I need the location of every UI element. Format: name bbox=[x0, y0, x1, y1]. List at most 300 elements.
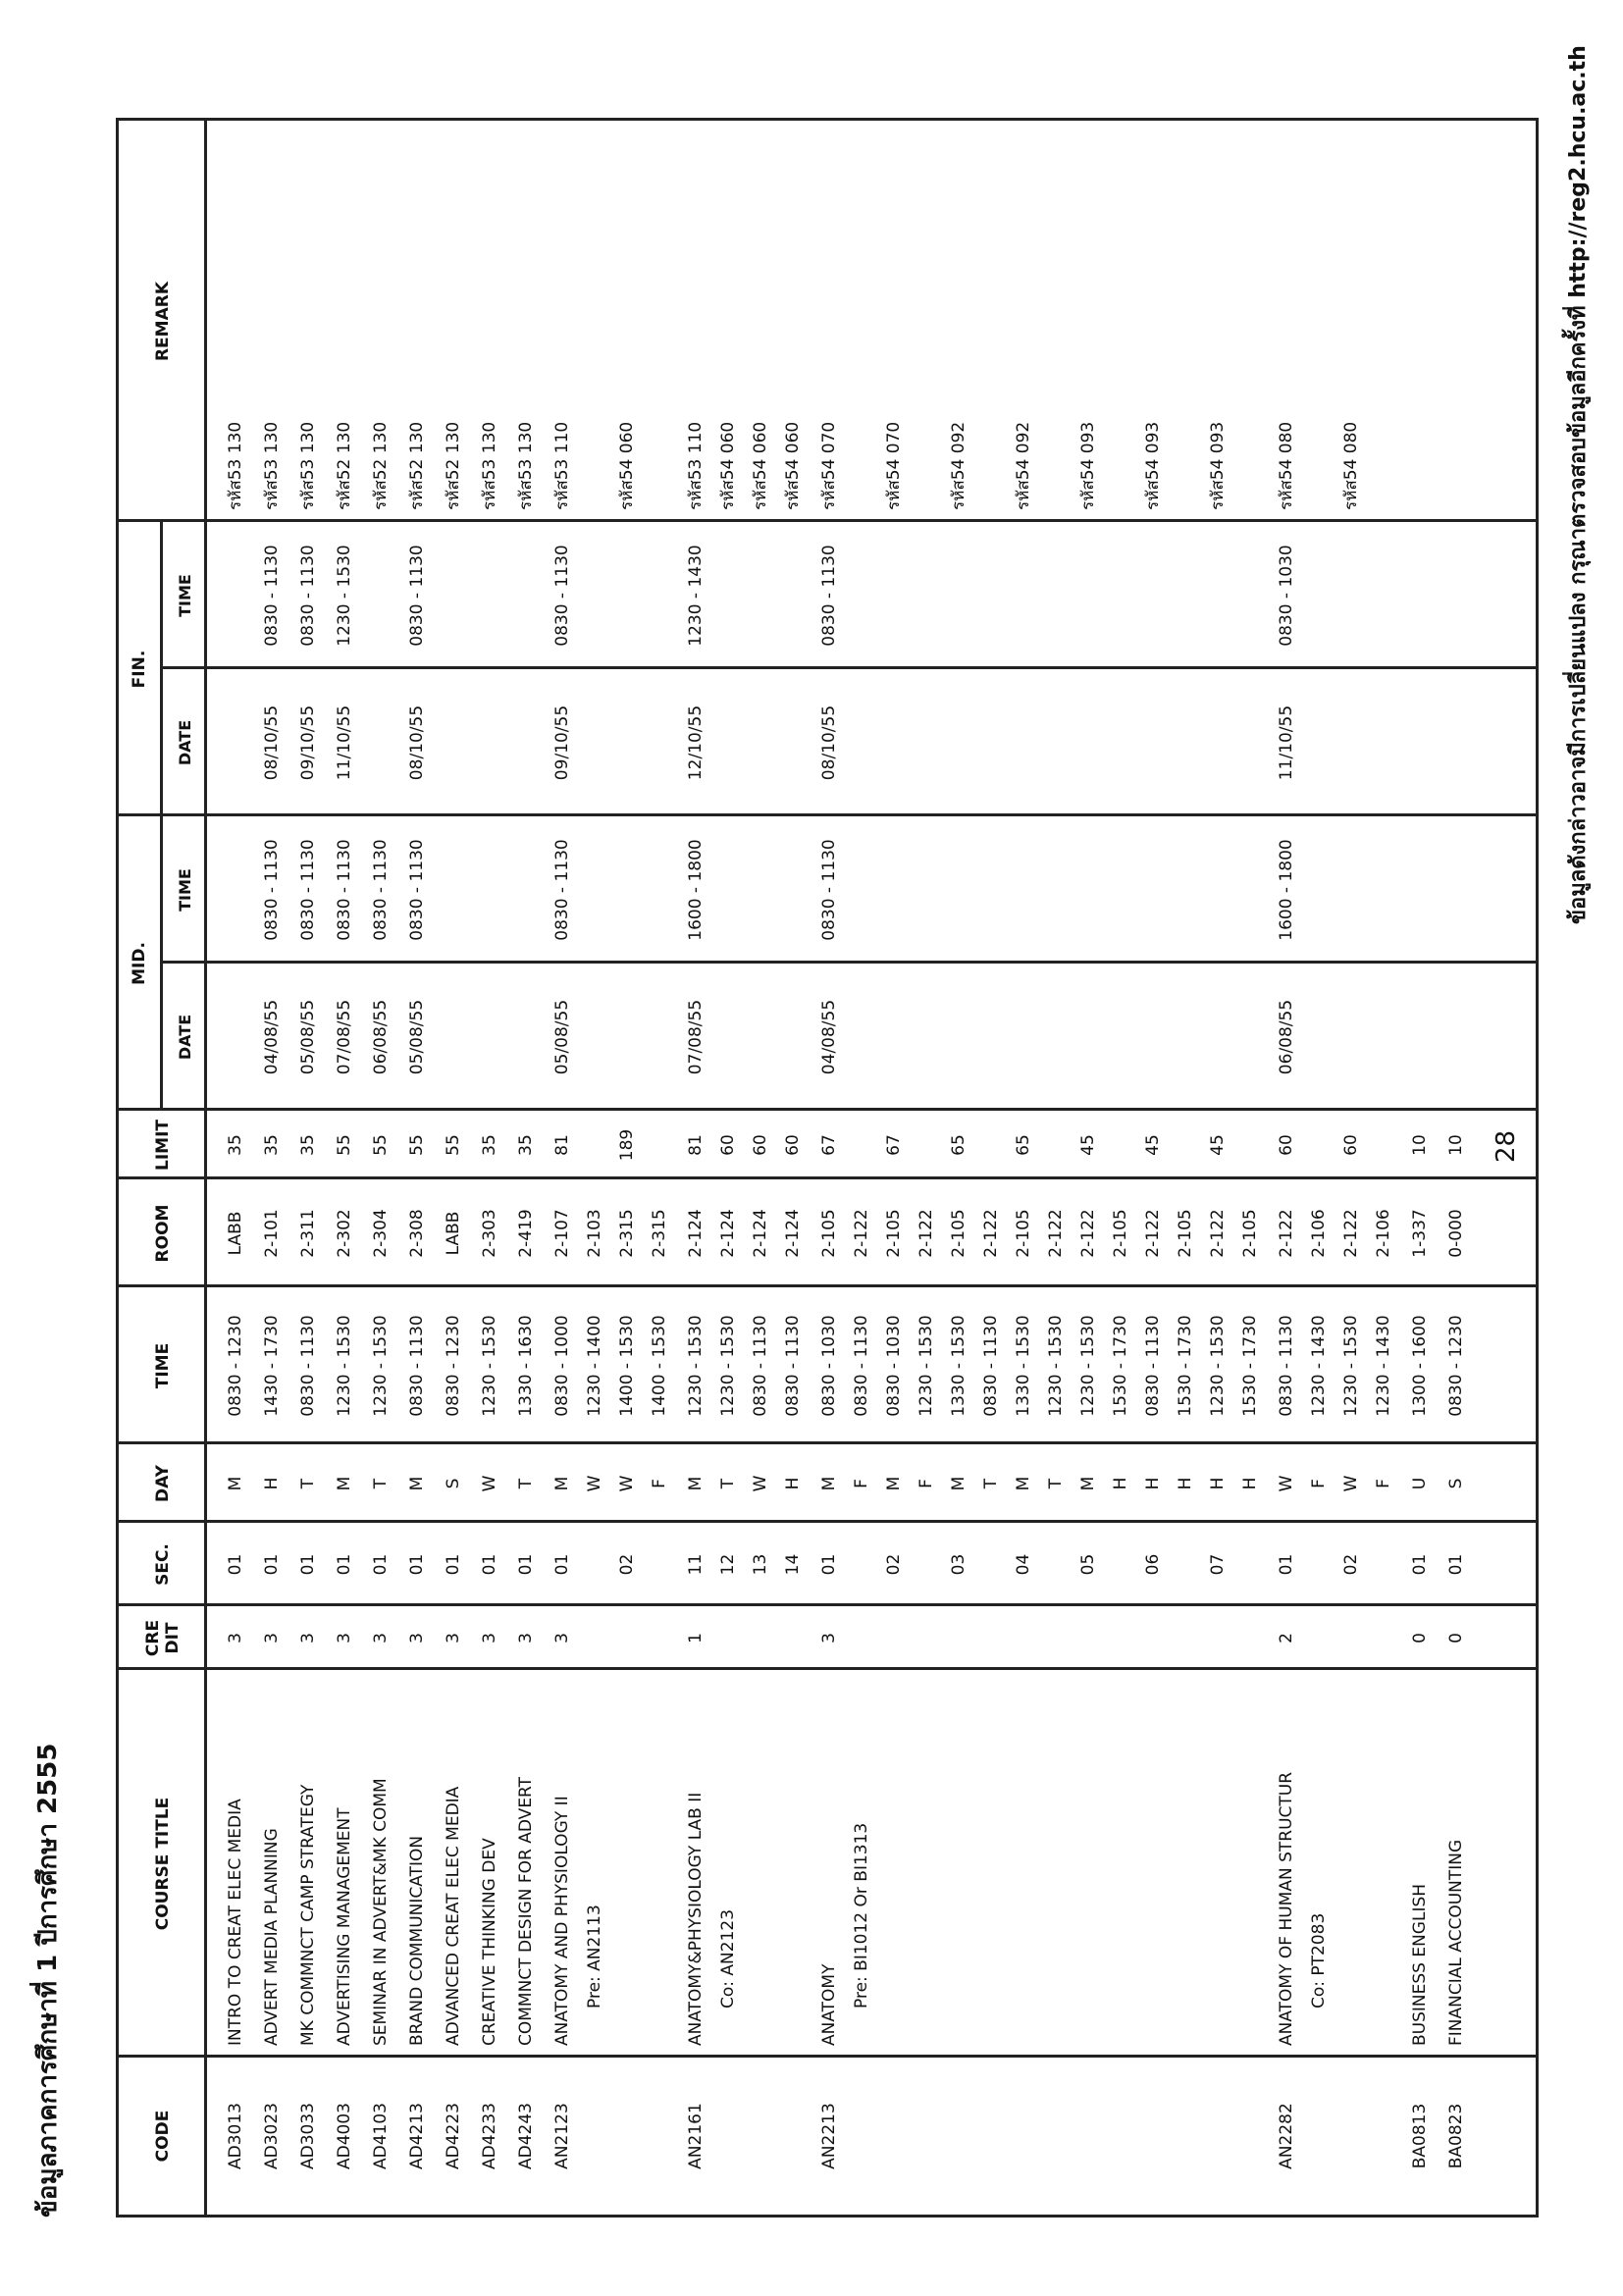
cell-remark bbox=[1106, 121, 1135, 510]
cell-credit bbox=[713, 1606, 743, 1670]
cell-mid-date: 06/08/55 bbox=[371, 999, 391, 1075]
header-sec: SEC. bbox=[153, 1543, 173, 1586]
cell-limit: 65 bbox=[1014, 1134, 1033, 1156]
cell-room: 1-337 bbox=[1410, 1209, 1430, 1258]
cell-fin-time: 0830 - 1130 bbox=[819, 545, 839, 647]
cell-code bbox=[1369, 2058, 1398, 2215]
cell-credit bbox=[944, 1606, 973, 1670]
cell-room: LABB bbox=[226, 1211, 245, 1256]
cell-code bbox=[1041, 2058, 1071, 2215]
cell-fin-time bbox=[746, 522, 775, 669]
cell-code bbox=[847, 2058, 876, 2215]
cell-day: M bbox=[1078, 1476, 1098, 1491]
cell-fin-date bbox=[847, 669, 876, 816]
cell-day: M bbox=[1014, 1476, 1033, 1491]
cell-sec: 01 bbox=[1410, 1553, 1430, 1576]
cell-room: 2-122 bbox=[1143, 1209, 1163, 1258]
cell-time: 1230 - 1430 bbox=[1309, 1315, 1329, 1417]
cell-limit: 81 bbox=[686, 1134, 706, 1156]
cell-title: BUSINESS ENGLISH bbox=[1410, 1883, 1430, 2046]
cell-fin-time bbox=[221, 522, 250, 669]
cell-credit bbox=[1138, 1606, 1168, 1670]
cell-mid-time bbox=[475, 816, 504, 964]
cell-code: AD4223 bbox=[444, 2103, 463, 2169]
cell-fin-time bbox=[879, 522, 909, 669]
header-limit: LIMIT bbox=[153, 1120, 173, 1171]
cell-room: 2-122 bbox=[1341, 1209, 1361, 1258]
cell-sec bbox=[1171, 1523, 1200, 1606]
table-row bbox=[1106, 121, 1135, 2215]
cell-time: 1230 - 1530 bbox=[1078, 1315, 1098, 1417]
cell-room: 2-105 bbox=[949, 1209, 969, 1258]
cell-mid-time: 0830 - 1130 bbox=[552, 839, 572, 941]
cell-credit: 3 bbox=[226, 1633, 245, 1644]
cell-remark: รหัส54 060 bbox=[718, 421, 738, 510]
header-code: CODE bbox=[153, 2110, 173, 2163]
cell-title bbox=[879, 1670, 909, 2009]
cell-mid-date bbox=[1441, 964, 1471, 1111]
cell-limit: 60 bbox=[1341, 1134, 1361, 1156]
cell-room: 2-105 bbox=[1111, 1209, 1130, 1258]
cell-mid-time bbox=[1041, 816, 1071, 964]
cell-code bbox=[1203, 2058, 1232, 2215]
cell-credit bbox=[1336, 1606, 1366, 1670]
cell-limit: 10 bbox=[1410, 1134, 1430, 1156]
table-row bbox=[330, 121, 359, 2215]
cell-room: 2-311 bbox=[298, 1209, 318, 1258]
cell-code: AD3013 bbox=[226, 2103, 245, 2169]
cell-fin-date bbox=[879, 669, 909, 816]
cell-sec bbox=[645, 1523, 674, 1606]
cell-limit bbox=[912, 1111, 941, 1179]
cell-fin-time bbox=[580, 522, 609, 669]
cell-fin-time bbox=[1235, 522, 1265, 669]
cell-credit: 3 bbox=[371, 1633, 391, 1644]
table-row bbox=[580, 121, 609, 2215]
cell-code bbox=[778, 2058, 808, 2215]
cell-code bbox=[1138, 2058, 1168, 2215]
cell-mid-time bbox=[1405, 816, 1435, 964]
cell-room: 2-308 bbox=[407, 1209, 427, 1258]
cell-limit: 81 bbox=[552, 1134, 572, 1156]
cell-time: 1230 - 1530 bbox=[1341, 1315, 1361, 1417]
cell-remark: รหัส54 060 bbox=[751, 421, 770, 510]
cell-fin-date bbox=[746, 669, 775, 816]
cell-time: 0830 - 1130 bbox=[407, 1315, 427, 1417]
table-row bbox=[681, 121, 710, 2215]
cell-mid-time bbox=[1304, 816, 1334, 964]
cell-code: BA0823 bbox=[1446, 2103, 1466, 2169]
cell-limit: 67 bbox=[819, 1134, 839, 1156]
cell-fin-time bbox=[976, 522, 1006, 669]
cell-fin-time bbox=[944, 522, 973, 669]
table-row bbox=[912, 121, 941, 2215]
cell-fin-time bbox=[847, 522, 876, 669]
cell-room: 2-419 bbox=[516, 1209, 536, 1258]
cell-fin-date bbox=[1073, 669, 1103, 816]
cell-credit bbox=[1171, 1606, 1200, 1670]
cell-day: M bbox=[226, 1476, 245, 1491]
cell-mid-time: 1600 - 1800 bbox=[1277, 839, 1296, 941]
table-row bbox=[548, 121, 577, 2215]
table-row bbox=[402, 121, 432, 2215]
cell-credit: 0 bbox=[1410, 1633, 1430, 1644]
cell-fin-time bbox=[1405, 522, 1435, 669]
cell-code bbox=[746, 2058, 775, 2215]
semester-header: ข้อมูลภาคการศึกษาที่ 1 ปีการศึกษา 2555 bbox=[33, 1743, 63, 2218]
cell-mid-date bbox=[1009, 964, 1038, 1111]
cell-room: 2-124 bbox=[686, 1209, 706, 1258]
cell-credit bbox=[612, 1606, 642, 1670]
cell-remark: รหัส54 080 bbox=[1341, 421, 1361, 510]
cell-day: F bbox=[916, 1479, 936, 1488]
cell-fin-date bbox=[1405, 669, 1435, 816]
cell-fin-time bbox=[1073, 522, 1103, 669]
header-mid-date: DATE bbox=[176, 1014, 194, 1061]
cell-day: F bbox=[650, 1479, 669, 1488]
cell-fin-time bbox=[1441, 522, 1471, 669]
cell-mid-time: 0830 - 1130 bbox=[371, 839, 391, 941]
cell-title: FINANCIAL ACCOUNTING bbox=[1446, 1839, 1466, 2046]
cell-remark: รหัส52 130 bbox=[335, 421, 354, 510]
cell-day: M bbox=[949, 1476, 969, 1491]
cell-day: M bbox=[884, 1476, 904, 1491]
cell-fin-time: 0830 - 1030 bbox=[1277, 545, 1296, 647]
cell-time: 1230 - 1530 bbox=[718, 1315, 738, 1417]
cell-mid-date bbox=[612, 964, 642, 1111]
cell-fin-date bbox=[713, 669, 743, 816]
table-row bbox=[612, 121, 642, 2215]
cell-sec: 01 bbox=[226, 1553, 245, 1576]
cell-code: AD4243 bbox=[516, 2103, 536, 2169]
cell-fin-time bbox=[645, 522, 674, 669]
cell-limit: 35 bbox=[298, 1134, 318, 1156]
cell-room: 2-122 bbox=[1046, 1209, 1066, 1258]
cell-limit bbox=[1304, 1111, 1334, 1179]
cell-fin-date bbox=[1138, 669, 1168, 816]
cell-code bbox=[879, 2058, 909, 2215]
table-row bbox=[746, 121, 775, 2215]
cell-mid-time bbox=[1441, 816, 1471, 964]
cell-remark bbox=[645, 121, 674, 510]
cell-credit bbox=[1041, 1606, 1071, 1670]
cell-fin-date bbox=[1203, 669, 1232, 816]
cell-credit bbox=[976, 1606, 1006, 1670]
cell-day: T bbox=[298, 1478, 318, 1489]
cell-day: H bbox=[1176, 1477, 1195, 1490]
cell-sec: 14 bbox=[783, 1553, 803, 1576]
table-row bbox=[1073, 121, 1103, 2215]
table-header bbox=[119, 121, 207, 2215]
cell-day: H bbox=[1208, 1477, 1228, 1490]
cell-room: 2-105 bbox=[1014, 1209, 1033, 1258]
cell-code: AD3033 bbox=[298, 2103, 318, 2169]
cell-fin-date bbox=[366, 669, 395, 816]
cell-room: 2-106 bbox=[1309, 1209, 1329, 1258]
cell-remark: รหัส54 070 bbox=[819, 421, 839, 510]
cell-remark: รหัส53 110 bbox=[686, 421, 706, 510]
cell-sec: 01 bbox=[371, 1553, 391, 1576]
cell-code bbox=[1235, 2058, 1265, 2215]
cell-limit: 55 bbox=[407, 1134, 427, 1156]
cell-mid-time bbox=[1235, 816, 1265, 964]
cell-title bbox=[1138, 1670, 1168, 2009]
cell-code: AD3023 bbox=[262, 2103, 282, 2169]
cell-time: 1400 - 1530 bbox=[617, 1315, 637, 1417]
cell-fin-date: 08/10/55 bbox=[407, 704, 427, 781]
cell-code: AN2123 bbox=[552, 2103, 572, 2169]
cell-mid-time bbox=[1138, 816, 1168, 964]
cell-mid-date bbox=[847, 964, 876, 1111]
cell-limit: 67 bbox=[884, 1134, 904, 1156]
cell-fin-date bbox=[580, 669, 609, 816]
cell-credit: 2 bbox=[1277, 1633, 1296, 1644]
cell-fin-date bbox=[612, 669, 642, 816]
cell-fin-date: 08/10/55 bbox=[819, 704, 839, 781]
cell-title: Co: PT2083 bbox=[1309, 1912, 1329, 2009]
cell-limit bbox=[1106, 1111, 1135, 1179]
cell-title: Pre: BI1012 Or BI1313 bbox=[852, 1822, 871, 2009]
cell-limit: 189 bbox=[617, 1128, 637, 1162]
cell-sec: 01 bbox=[1277, 1553, 1296, 1576]
cell-day: M bbox=[407, 1476, 427, 1491]
cell-mid-time: 0830 - 1130 bbox=[407, 839, 427, 941]
cell-sec: 01 bbox=[819, 1553, 839, 1576]
cell-credit bbox=[1203, 1606, 1232, 1670]
cell-remark bbox=[1041, 121, 1071, 510]
cell-mid-date bbox=[1073, 964, 1103, 1111]
cell-room: 2-304 bbox=[371, 1209, 391, 1258]
table-row bbox=[257, 121, 287, 2215]
header-title: COURSE TITLE bbox=[153, 1797, 173, 1931]
cell-time: 0830 - 1130 bbox=[298, 1315, 318, 1417]
cell-room: LABB bbox=[444, 1211, 463, 1256]
cell-remark: รหัส54 070 bbox=[884, 421, 904, 510]
cell-time: 1230 - 1530 bbox=[916, 1315, 936, 1417]
cell-mid-time bbox=[1203, 816, 1232, 964]
cell-remark: รหัส52 130 bbox=[444, 421, 463, 510]
cell-mid-time bbox=[221, 816, 250, 964]
table-row bbox=[1138, 121, 1168, 2215]
cell-code bbox=[912, 2058, 941, 2215]
cell-day: W bbox=[1341, 1475, 1361, 1492]
cell-time: 0830 - 1030 bbox=[884, 1315, 904, 1417]
cell-mid-date bbox=[1369, 964, 1398, 1111]
cell-remark bbox=[1405, 121, 1435, 510]
cell-title bbox=[1073, 1670, 1103, 2009]
cell-room: 2-106 bbox=[1374, 1209, 1393, 1258]
table-row bbox=[713, 121, 743, 2215]
cell-day: F bbox=[1309, 1479, 1329, 1488]
cell-fin-date bbox=[1304, 669, 1334, 816]
cell-fin-date bbox=[645, 669, 674, 816]
cell-mid-time: 0830 - 1130 bbox=[335, 839, 354, 941]
header-time: TIME bbox=[153, 1342, 173, 1389]
cell-title: INTRO TO CREAT ELEC MEDIA bbox=[226, 1799, 245, 2046]
cell-room: 2-124 bbox=[783, 1209, 803, 1258]
cell-limit: 45 bbox=[1143, 1134, 1163, 1156]
cell-mid-time: 1600 - 1800 bbox=[686, 839, 706, 941]
cell-sec: 01 bbox=[262, 1553, 282, 1576]
cell-credit bbox=[1009, 1606, 1038, 1670]
cell-mid-time: 0830 - 1130 bbox=[819, 839, 839, 941]
cell-mid-date: 05/08/55 bbox=[552, 999, 572, 1075]
cell-remark: รหัส54 092 bbox=[1014, 421, 1033, 510]
cell-mid-time bbox=[1009, 816, 1038, 964]
cell-code bbox=[1304, 2058, 1334, 2215]
cell-code: AD4003 bbox=[335, 2103, 354, 2169]
cell-fin-date bbox=[475, 669, 504, 816]
cell-sec: 01 bbox=[516, 1553, 536, 1576]
cell-credit: 3 bbox=[298, 1633, 318, 1644]
cell-sec bbox=[912, 1523, 941, 1606]
cell-credit bbox=[879, 1606, 909, 1670]
cell-room: 2-122 bbox=[852, 1209, 871, 1258]
cell-remark bbox=[1235, 121, 1265, 510]
cell-credit: 3 bbox=[335, 1633, 354, 1644]
cell-mid-date bbox=[912, 964, 941, 1111]
cell-time: 0830 - 1130 bbox=[1277, 1315, 1296, 1417]
cell-credit bbox=[645, 1606, 674, 1670]
cell-limit: 60 bbox=[783, 1134, 803, 1156]
cell-limit bbox=[645, 1111, 674, 1179]
cell-title bbox=[1041, 1670, 1071, 2009]
cell-room: 2-124 bbox=[751, 1209, 770, 1258]
cell-credit bbox=[746, 1606, 775, 1670]
cell-time: 0830 - 1230 bbox=[444, 1315, 463, 1417]
cell-time: 0830 - 1130 bbox=[1143, 1315, 1163, 1417]
table-row bbox=[1235, 121, 1265, 2215]
cell-mid-date bbox=[1138, 964, 1168, 1111]
cell-title: COMMNCT DESIGN FOR ADVERT bbox=[516, 1776, 536, 2046]
cell-fin-time: 1230 - 1430 bbox=[686, 545, 706, 647]
cell-fin-time: 0830 - 1130 bbox=[552, 545, 572, 647]
cell-fin-date bbox=[1009, 669, 1038, 816]
cell-day: M bbox=[819, 1476, 839, 1491]
table-row bbox=[879, 121, 909, 2215]
cell-title bbox=[645, 1670, 674, 2009]
cell-fin-date bbox=[1235, 669, 1265, 816]
cell-mid-time: 0830 - 1130 bbox=[262, 839, 282, 941]
cell-remark bbox=[1171, 121, 1200, 510]
cell-mid-date bbox=[511, 964, 541, 1111]
cell-day: M bbox=[686, 1476, 706, 1491]
cell-fin-time bbox=[511, 522, 541, 669]
cell-limit: 35 bbox=[226, 1134, 245, 1156]
cell-limit bbox=[1369, 1111, 1398, 1179]
cell-mid-date bbox=[778, 964, 808, 1111]
cell-mid-date: 07/08/55 bbox=[335, 999, 354, 1075]
cell-code: AD4233 bbox=[480, 2103, 499, 2169]
cell-fin-date bbox=[1171, 669, 1200, 816]
header-credit: CRE DIT bbox=[143, 1619, 183, 1657]
table-row bbox=[475, 121, 504, 2215]
cell-credit bbox=[1369, 1606, 1398, 1670]
cell-remark: รหัส54 093 bbox=[1208, 421, 1228, 510]
header-room: ROOM bbox=[153, 1204, 173, 1263]
cell-time: 0830 - 1130 bbox=[783, 1315, 803, 1417]
cell-code: AN2213 bbox=[819, 2103, 839, 2169]
cell-limit: 60 bbox=[718, 1134, 738, 1156]
cell-sec bbox=[1106, 1523, 1135, 1606]
cell-day: S bbox=[1446, 1478, 1466, 1489]
cell-mid-time bbox=[1073, 816, 1103, 964]
cell-mid-date bbox=[1235, 964, 1265, 1111]
cell-credit: 3 bbox=[262, 1633, 282, 1644]
cell-fin-date: 11/10/55 bbox=[335, 704, 354, 781]
cell-fin-date bbox=[1369, 669, 1398, 816]
cell-mid-time bbox=[976, 816, 1006, 964]
cell-remark: รหัส52 130 bbox=[371, 421, 391, 510]
cell-title: CREATIVE THINKING DEV bbox=[480, 1838, 499, 2046]
cell-limit: 35 bbox=[262, 1134, 282, 1156]
table-row bbox=[1203, 121, 1232, 2215]
cell-fin-time bbox=[778, 522, 808, 669]
cell-mid-date: 05/08/55 bbox=[298, 999, 318, 1075]
cell-time: 1330 - 1530 bbox=[949, 1315, 969, 1417]
cell-mid-date bbox=[645, 964, 674, 1111]
cell-day: W bbox=[585, 1475, 604, 1492]
cell-code bbox=[1073, 2058, 1103, 2215]
table-row bbox=[645, 121, 674, 2215]
cell-remark: รหัส54 060 bbox=[617, 421, 637, 510]
cell-limit: 55 bbox=[371, 1134, 391, 1156]
cell-credit bbox=[1304, 1606, 1334, 1670]
cell-fin-time bbox=[1336, 522, 1366, 669]
cell-room: 2-103 bbox=[585, 1209, 604, 1258]
cell-credit: 3 bbox=[819, 1633, 839, 1644]
cell-fin-date bbox=[944, 669, 973, 816]
cell-sec: 01 bbox=[407, 1553, 427, 1576]
cell-sec: 01 bbox=[480, 1553, 499, 1576]
cell-day: S bbox=[444, 1478, 463, 1489]
cell-mid-date: 04/08/55 bbox=[262, 999, 282, 1075]
cell-mid-time bbox=[1369, 816, 1398, 964]
cell-time: 1230 - 1530 bbox=[1208, 1315, 1228, 1417]
cell-remark: รหัส53 130 bbox=[516, 421, 536, 510]
cell-remark bbox=[976, 121, 1006, 510]
cell-fin-time bbox=[713, 522, 743, 669]
cell-limit: 55 bbox=[335, 1134, 354, 1156]
cell-mid-date bbox=[1203, 964, 1232, 1111]
cell-day: W bbox=[480, 1475, 499, 1492]
table-row bbox=[293, 121, 323, 2215]
table-row bbox=[1304, 121, 1334, 2215]
cell-day: T bbox=[1046, 1478, 1066, 1489]
cell-room: 2-105 bbox=[1176, 1209, 1195, 1258]
cell-remark bbox=[912, 121, 941, 510]
cell-room: 2-122 bbox=[916, 1209, 936, 1258]
footer-note: ข้อมูลดังกล่าวอาจมีการเปลี่ยนแปลง กรุณาตรวจสอบข้อมูลอีกครั้งที่ http://reg2.hcu.ac.th bbox=[1566, 45, 1591, 924]
cell-code bbox=[1336, 2058, 1366, 2215]
cell-sec: 07 bbox=[1208, 1553, 1228, 1576]
cell-day: F bbox=[852, 1479, 871, 1488]
cell-room: 2-122 bbox=[1277, 1209, 1296, 1258]
table-row bbox=[778, 121, 808, 2215]
cell-mid-time bbox=[1171, 816, 1200, 964]
table-row bbox=[847, 121, 876, 2215]
cell-room: 2-122 bbox=[1078, 1209, 1098, 1258]
cell-room: 2-105 bbox=[819, 1209, 839, 1258]
cell-mid-time bbox=[612, 816, 642, 964]
cell-title bbox=[1203, 1670, 1232, 2009]
cell-room: 2-302 bbox=[335, 1209, 354, 1258]
cell-time: 1430 - 1730 bbox=[262, 1315, 282, 1417]
cell-mid-time bbox=[713, 816, 743, 964]
cell-sec: 13 bbox=[751, 1553, 770, 1576]
cell-time: 0830 - 1030 bbox=[819, 1315, 839, 1417]
cell-title bbox=[912, 1670, 941, 2009]
